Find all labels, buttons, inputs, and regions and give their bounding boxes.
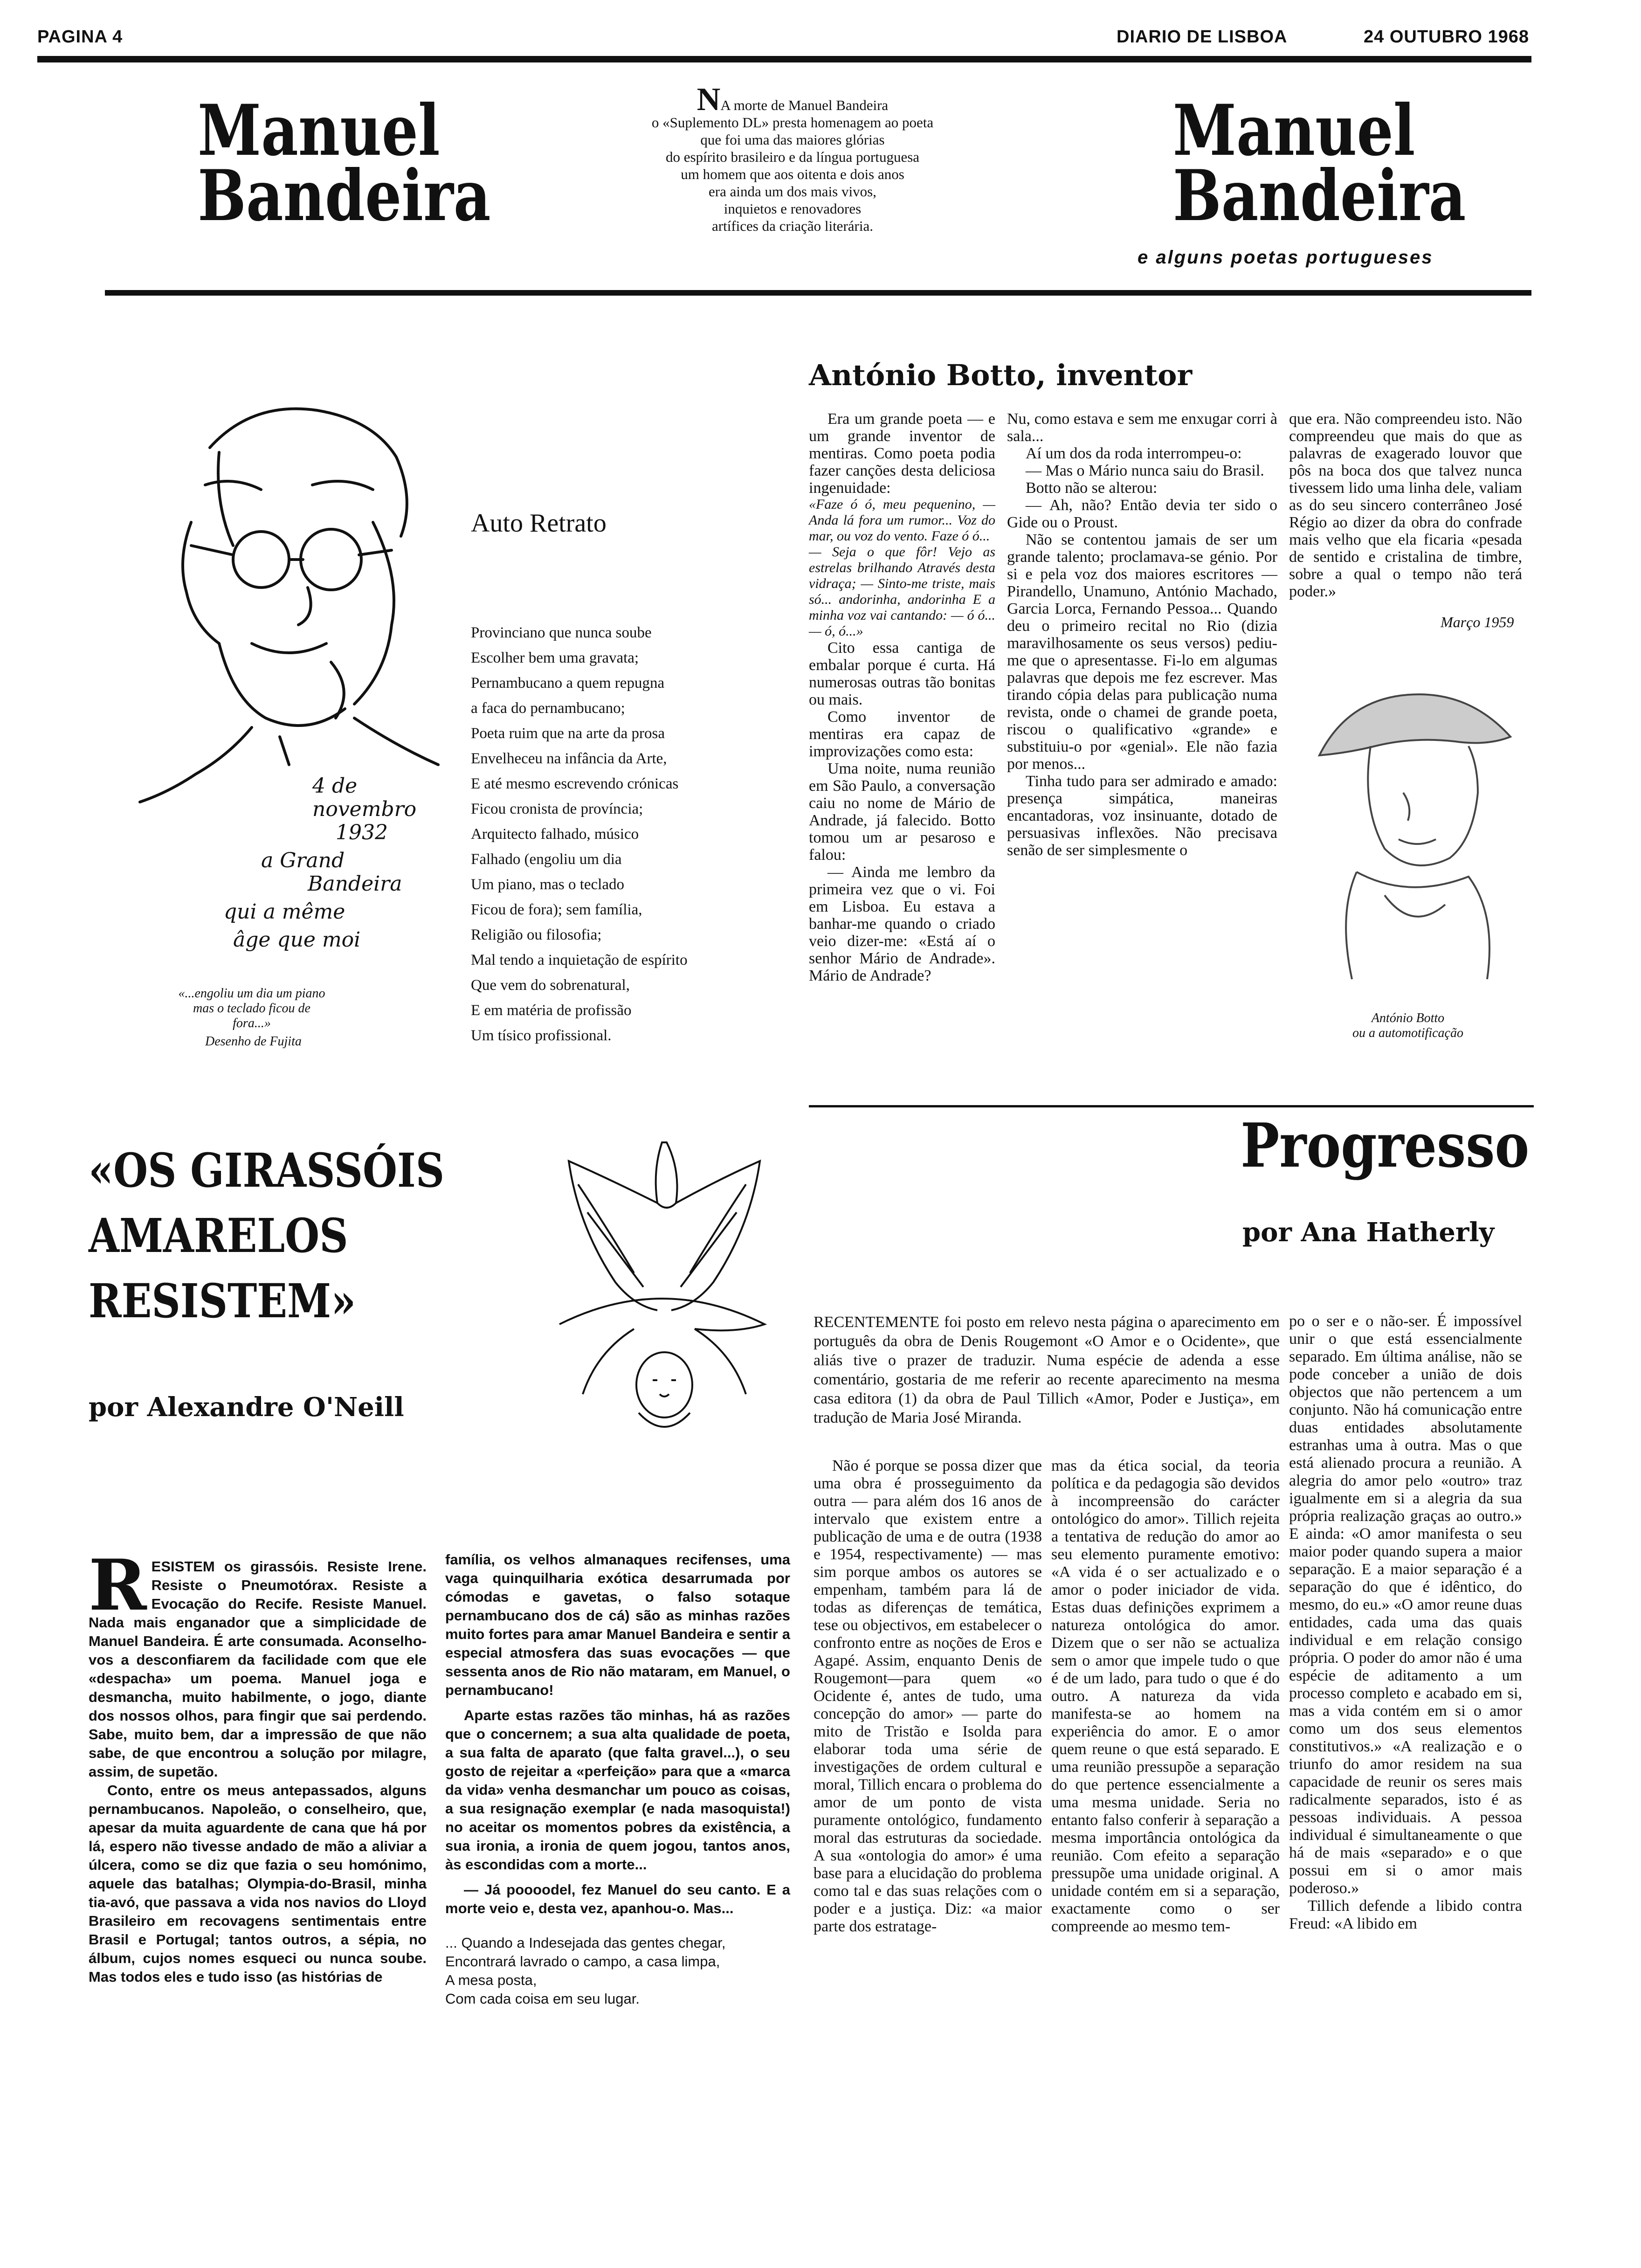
- paragraph: Era um grande poeta — e um grande inventor de mentiras. Como poeta podia fazer canções desta deliciosa ingenuidade:: [809, 410, 995, 497]
- poem-line: Um piano, mas o teclado: [471, 876, 625, 893]
- paragraph: RECENTEMENTE foi posto em relevo nesta página o aparecimento em português da obra de Denis Rougemont «O Amor e o Ocidente», que aliás tive o prazer de traduzir. Numa espécie de adenda a esse comentário, gostaria de me referir ao recente aparecimento na mesma casa editora (1) da obra de Paul Tillich «Amor, Poder e Justiça», em tradução de Maria José Miranda.: [814, 1314, 1280, 1426]
- caption-line: «...engoliu um dia um piano: [178, 986, 325, 1001]
- mid-rule: [809, 1105, 1534, 1107]
- poem-line: Envelheceu na infância da Arte,: [471, 750, 667, 767]
- intro-first-line: [592, 82, 993, 118]
- paragraph: — Ah, não? Então devia ter sido o Gide ou o Proust.: [1007, 497, 1277, 531]
- intro-line: era ainda um dos mais vivos,: [709, 183, 876, 200]
- masthead-left-line1: Manuel: [198, 90, 440, 172]
- botto-col-1: [809, 410, 995, 984]
- title-line: RESISTEM»: [89, 1273, 356, 1328]
- poem-line: Ficou cronista de província;: [471, 801, 643, 817]
- drop-cap: R: [89, 1544, 147, 1626]
- poem-line: Poeta ruim que na arte da prosa: [471, 725, 665, 742]
- progresso-col-2: [1051, 1457, 1280, 1936]
- dedication-line: 4 de: [312, 774, 358, 798]
- intro-line: um homem que aos oitenta e dois anos: [681, 166, 904, 182]
- antonio-botto-sketch: [1291, 653, 1524, 1012]
- girassois-col-1: [89, 1544, 427, 1986]
- portrait-credit: Desenho de Fujita: [205, 1034, 302, 1049]
- verse-line: Encontrará lavrado o campo, a casa limpa,: [445, 1953, 720, 1970]
- progresso-byline: por Ana Hatherly: [1242, 1217, 1495, 1248]
- issue-date: 24 OUTUBRO 1968: [1364, 27, 1530, 47]
- verse: — Seja o que fôr! Vejo as estrelas brilhando Através desta vidraça; — Sinto-me triste, mais só... andorinha, andorinha E a minha voz vai cantando: — ó ó... — ó, ó...»: [809, 544, 995, 639]
- paragraph: mas da ética social, da teoria política e da pedagogia são devidos à incompreensão do carácter ontológico do amor». Tillich rejeita a tentativa de redução do amor ao seu elemento puramente emotivo: «A vida é o ser actualizado e o amor o poder iniciador de vida. Estas duas definições exprimem a natureza ontológica do amor. Dizem que o ser não se actualiza sem o amor que impele tudo o que é de um lado, para tudo o que é do outro. A natureza da vida manifesta-se ao homem na experiência do amor. E o amor quem reune o que está separado. E uma reunião pressupõe a separação do que pertence essencialmente a uma mesma unidade. Seria no entanto falso conferir à separação a mesma importância ontológica da reunião. Com efeito a separação pressupõe uma unidade original. A unidade contém em si a separação, exactamente como o ser compreende ao mesmo tem-: [1051, 1457, 1280, 1935]
- dedication-line: a Grand: [261, 849, 345, 872]
- paragraph: Uma noite, numa reunião em São Paulo, a conversação caiu no nome de Mário de Andrade, já falecido. Botto tomou um ar pesaroso e falou:: [809, 760, 995, 864]
- paragraph: po o ser e o não-ser. É impossível unir o que está essencialmente separado. Em última análise, não se pode conceber a união de dois objectos que não pertencem a um conjunto. Não há comunicação entre duas entidades absolutamente estranhas uma à outra. Mas o que está alienado procura a reunião. A alegria do amor pelo «outro» traz igualmente em si a alegria da sua própria realização graças ao outro.» E ainda: «O amor manifesta o seu maior poder quando supera a maior separação. E a maior separação é a separação do que é idêntico, do mesmo, do eu.» «O amor reune duas entidades, cada uma das quais individual e em relação consigo própria. O poder do amor não é uma espécie de aditamento a um processo completo e acabado em si, mas a vida contém em si o amor como um dos seus elementos constitutivos.» «A realização e o triunfo do amor residem na sua capacidade de reunir os seres mais radicalmente separados, isto é as pessoas individuais. A pessoa individual é simultaneamente o que há de mais «separado» e o que possui em si o amor mais poderoso.»: [1289, 1313, 1522, 1897]
- intro-block: [592, 82, 993, 235]
- caption-line: fora...»: [233, 1016, 271, 1030]
- masthead-left-title: [198, 90, 491, 237]
- intro-line: artífices da criação literária.: [712, 218, 873, 234]
- intro-drop-cap: N: [696, 82, 721, 118]
- caption-line: mas o teclado ficou de: [193, 1001, 310, 1016]
- poem-line: Que vem do sobrenatural,: [471, 977, 630, 994]
- verse-line: Com cada coisa em seu lugar.: [445, 1991, 640, 2007]
- poem-line: Pernambucano a quem repugna: [471, 675, 665, 691]
- verse-line: ... Quando a Indesejada das gentes chegar,: [445, 1935, 726, 1951]
- masthead-left-line2: Bandeira: [198, 155, 491, 237]
- winged-figure-drawing: [541, 1133, 783, 1445]
- poem-line: Escolher bem uma gravata;: [471, 650, 639, 666]
- girassois-col-2: [445, 1550, 790, 2008]
- fujita-self-portrait-drawing: [112, 382, 485, 989]
- title-line: «OS GIRASSÓIS: [89, 1143, 445, 1198]
- paragraph: Nu, como estava e sem me enxugar corri à sala...: [1007, 410, 1277, 445]
- dedication-line: 1932: [336, 821, 388, 844]
- botto-date: Março 1959: [1441, 614, 1514, 630]
- paragraph: Como inventor de mentiras era capaz de improvizações como esta:: [809, 708, 995, 760]
- dedication-line: novembro: [312, 797, 417, 821]
- paragraph: Cito essa cantiga de embalar porque é curta. Há numerosas outras tão bonitas ou mais.: [809, 639, 995, 708]
- portrait-caption: [112, 986, 392, 1031]
- poem-line: a faca do pernambucano;: [471, 700, 625, 717]
- paragraph: — Mas o Mário nunca saiu do Brasil.: [1026, 462, 1264, 479]
- paragraph: — Já poooodel, fez Manuel do seu canto. E a morte veio e, desta vez, apanhou-o. Mas...: [445, 1881, 790, 1916]
- girassois-byline: por Alexandre O'Neill: [89, 1392, 404, 1423]
- masthead-right-line2: Bandeira: [1172, 155, 1466, 237]
- paragraph: família, os velhos almanaques recifenses, uma vaga quinquilharia exótica desarrumada por cómodas e gavetas, o falso sotaque pernambucano dos de cá) são as minhas razões muito fortes para amar Manuel Bandeira e sentir a especial atmosfera das suas evocações — que sessenta anos de Rio não mataram, em Manuel, o pernambucano!: [445, 1551, 790, 1698]
- page-label: PAGINA 4: [37, 27, 123, 47]
- girassois-title: [89, 1138, 444, 1334]
- paragraph: que era. Não compreendeu isto. Não compreendeu que mais do que as palavras de exagerado louvor que pôs na boca dos que talvez nunca tivessem lido uma linha dele, valiam as do seu sincero conterrâneo José Régio ao dizer da obra do confrade mais velho que ela ficaria «pesada de sentido e cristalina de timbre, sobre a qual o tempo não terá poder.»: [1289, 410, 1522, 600]
- poem-line: Religião ou filosofia;: [471, 927, 602, 943]
- masthead-rule: [105, 290, 1531, 296]
- botto-photo-caption: [1301, 1011, 1515, 1041]
- poem-line: Arquitecto falhado, músico: [471, 826, 639, 843]
- poem-line: Mal tendo a inquietação de espírito: [471, 952, 688, 968]
- poem-line: Ficou de fora); sem família,: [471, 901, 642, 918]
- verse-block: [445, 1934, 790, 2008]
- poem-line: E até mesmo escrevendo crónicas: [471, 775, 679, 792]
- progresso-title: Progresso: [1241, 1110, 1529, 1181]
- progresso-col-3: [1289, 1313, 1522, 1933]
- paragraph: Conto, entre os meus antepassados, alguns pernambucanos. Napoleão, o conselheiro, que, apesar da muita aguardente de cana que há por lá, espero não tivesse andado de mão a aliviar a úlcera, como se diz que fazia o seu homónimo, aquele das batalhas; Olympia-do-Brasil, minha tia-avó, que passava a vida nos navios do Lloyd Brasileiro em recovagens sentimentais entre Brasil e Portugal; tantos outros, a sépia, no álbum, cujos nomes esqueci ou nunca soube. Mas todos eles e tudo isso (as histórias de: [89, 1782, 427, 1985]
- poem-line: Falhado (engoliu um dia: [471, 851, 622, 868]
- masthead-subtitle: e alguns poetas portugueses: [1138, 247, 1434, 268]
- paragraph: Não é porque se possa dizer que uma obra é prosseguimento da outra — para além dos 16 anos de intervalo que existem entre a publicação de uma e de outra (1938 e 1954, respectivamente) — mas sim porque ambos os autores se empenham, também para lá de todas as diferenças de temática, tese ou objectivos, em estabelecer o confronto entre as noções de Eros e Agapé. Assim, enquanto Denis de Rougemont—para quem «o Ocidente é, antes de tudo, uma concepção do amor» — parte do mito de Tristão e Isolda para elaborar toda uma série de investigações de ordem cultural e moral, Tillich encara o problema do amor de um ponto de vista puramente ontológico, fundamento moral das estruturas da sociedade. A sua «ontologia do amor» é uma base para a elucidação do problema como tal e das suas relações com o poder e a justiça. Diz: «a maior parte dos estratage-: [814, 1457, 1042, 1935]
- progresso-lead: [814, 1313, 1280, 1427]
- caption-line: António Botto: [1371, 1011, 1445, 1025]
- newspaper-name: DIARIO DE LISBOA: [1117, 27, 1288, 47]
- botto-col-3: [1289, 410, 1522, 600]
- botto-title: António Botto, inventor: [809, 358, 1193, 392]
- intro-line: o «Suplemento DL» presta homenagem ao poeta: [651, 114, 934, 131]
- intro-first: A morte de Manuel Bandeira: [720, 97, 889, 113]
- dedication-line: qui a même: [224, 900, 345, 924]
- paragraph-text: ESISTEM os girassóis. Resiste Irene. Resiste o Pneumotórax. Resiste a Evocação do Recife. Resiste Manuel. Nada mais enganador que a simplicidade de Manuel Bandeira. É arte consumada. Aconselho-vos a desconfiarem da facilidade com que ele «despacha» um poema. Manuel joga e desmancha, muito habilmente, o jogo, diante dos nossos olhos, para fingir que sai perdendo. Sabe, muito bem, dar a impressão de que não sabe, de que encontrou a solução por milagre, assim, de supetão.: [89, 1558, 427, 1780]
- dedication-line: Bandeira: [308, 872, 402, 896]
- poem-body: [471, 620, 760, 1048]
- title-line: AMARELOS: [89, 1208, 348, 1263]
- paragraph: Tinha tudo para ser admirado e amado: presença simpática, maneiras encantadoras, voz insinuante, dotado de persuasivas inflexões. Não precisava senão de ser simplesmente o: [1007, 773, 1277, 859]
- paragraph: Botto não se alterou:: [1026, 479, 1158, 497]
- poem-line: Um tísico profissional.: [471, 1027, 612, 1044]
- top-rule: [37, 56, 1531, 62]
- paragraph: [89, 1544, 427, 1781]
- intro-line: que foi uma das maiores glórias: [700, 131, 885, 148]
- poem-title: Auto Retrato: [471, 509, 607, 538]
- poem-line: E em matéria de profissão: [471, 1002, 632, 1019]
- botto-col-2: [1007, 410, 1277, 859]
- paragraph: Aparte estas razões tão minhas, há as razões que o concernem; a sua alta qualidade de poeta, a sua falta de aparato (que falta gravel...), o seu gosto de rejeitar a «perfeição» para que a «marca da vida» venha desmanchar um pouco as coisas, a sua resignação exemplar (e nada masoquista!) no aceitar os momentos pobres da existência, a sua ironia, a ironia de quem jogou, tantos anos, às escondidas com a morte...: [445, 1707, 790, 1873]
- masthead-right-line1: Manuel: [1172, 90, 1415, 172]
- caption-line: ou a automotificação: [1352, 1026, 1463, 1040]
- paragraph: — Ainda me lembro da primeira vez que o vi. Foi em Lisboa. Eu estava a banhar-me quando o criado veio dizer-me: «Está aí o senhor Mário de Andrade». Mário de Andrade?: [809, 864, 995, 984]
- intro-line: do espírito brasileiro e da língua portuguesa: [665, 149, 920, 165]
- paragraph: Tillich defende a libido contra Freud: «A libido em: [1289, 1897, 1522, 1932]
- masthead-right-title: [1172, 90, 1466, 237]
- intro-line: inquietos e renovadores: [724, 201, 862, 217]
- verse: «Faze ó ó, meu pequenino, — Anda lá fora um rumor... Voz do mar, ou voz do vento. Faze ó ó...: [809, 497, 995, 544]
- progresso-col-1: [814, 1457, 1042, 1936]
- poem-line: Provinciano que nunca soube: [471, 624, 652, 641]
- verse-line: A mesa posta,: [445, 1972, 537, 1988]
- paragraph: Não se contentou jamais de ser um grande talento; proclamava-se génio. Por si e pela voz dos maiores escritores — Pirandello, Unamuno, António Machado, Garcia Lorca, Fernando Pessoa... Quando deu o primeiro recital no Rio (dizia maravilhosamente os seus versos) pediu-me que o apresentasse. Fi-lo em algumas palavras que depois me fez escrever. Mas tirando cópia delas para publicação numa revista, onde o chamei de grande poeta, riscou o qualificativo «grande» e substituiu-o por «genial». Ele não fazia por menos...: [1007, 531, 1277, 773]
- dedication-line: âge que moi: [233, 928, 361, 952]
- paragraph: Aí um dos da roda interrompeu-o:: [1026, 445, 1242, 462]
